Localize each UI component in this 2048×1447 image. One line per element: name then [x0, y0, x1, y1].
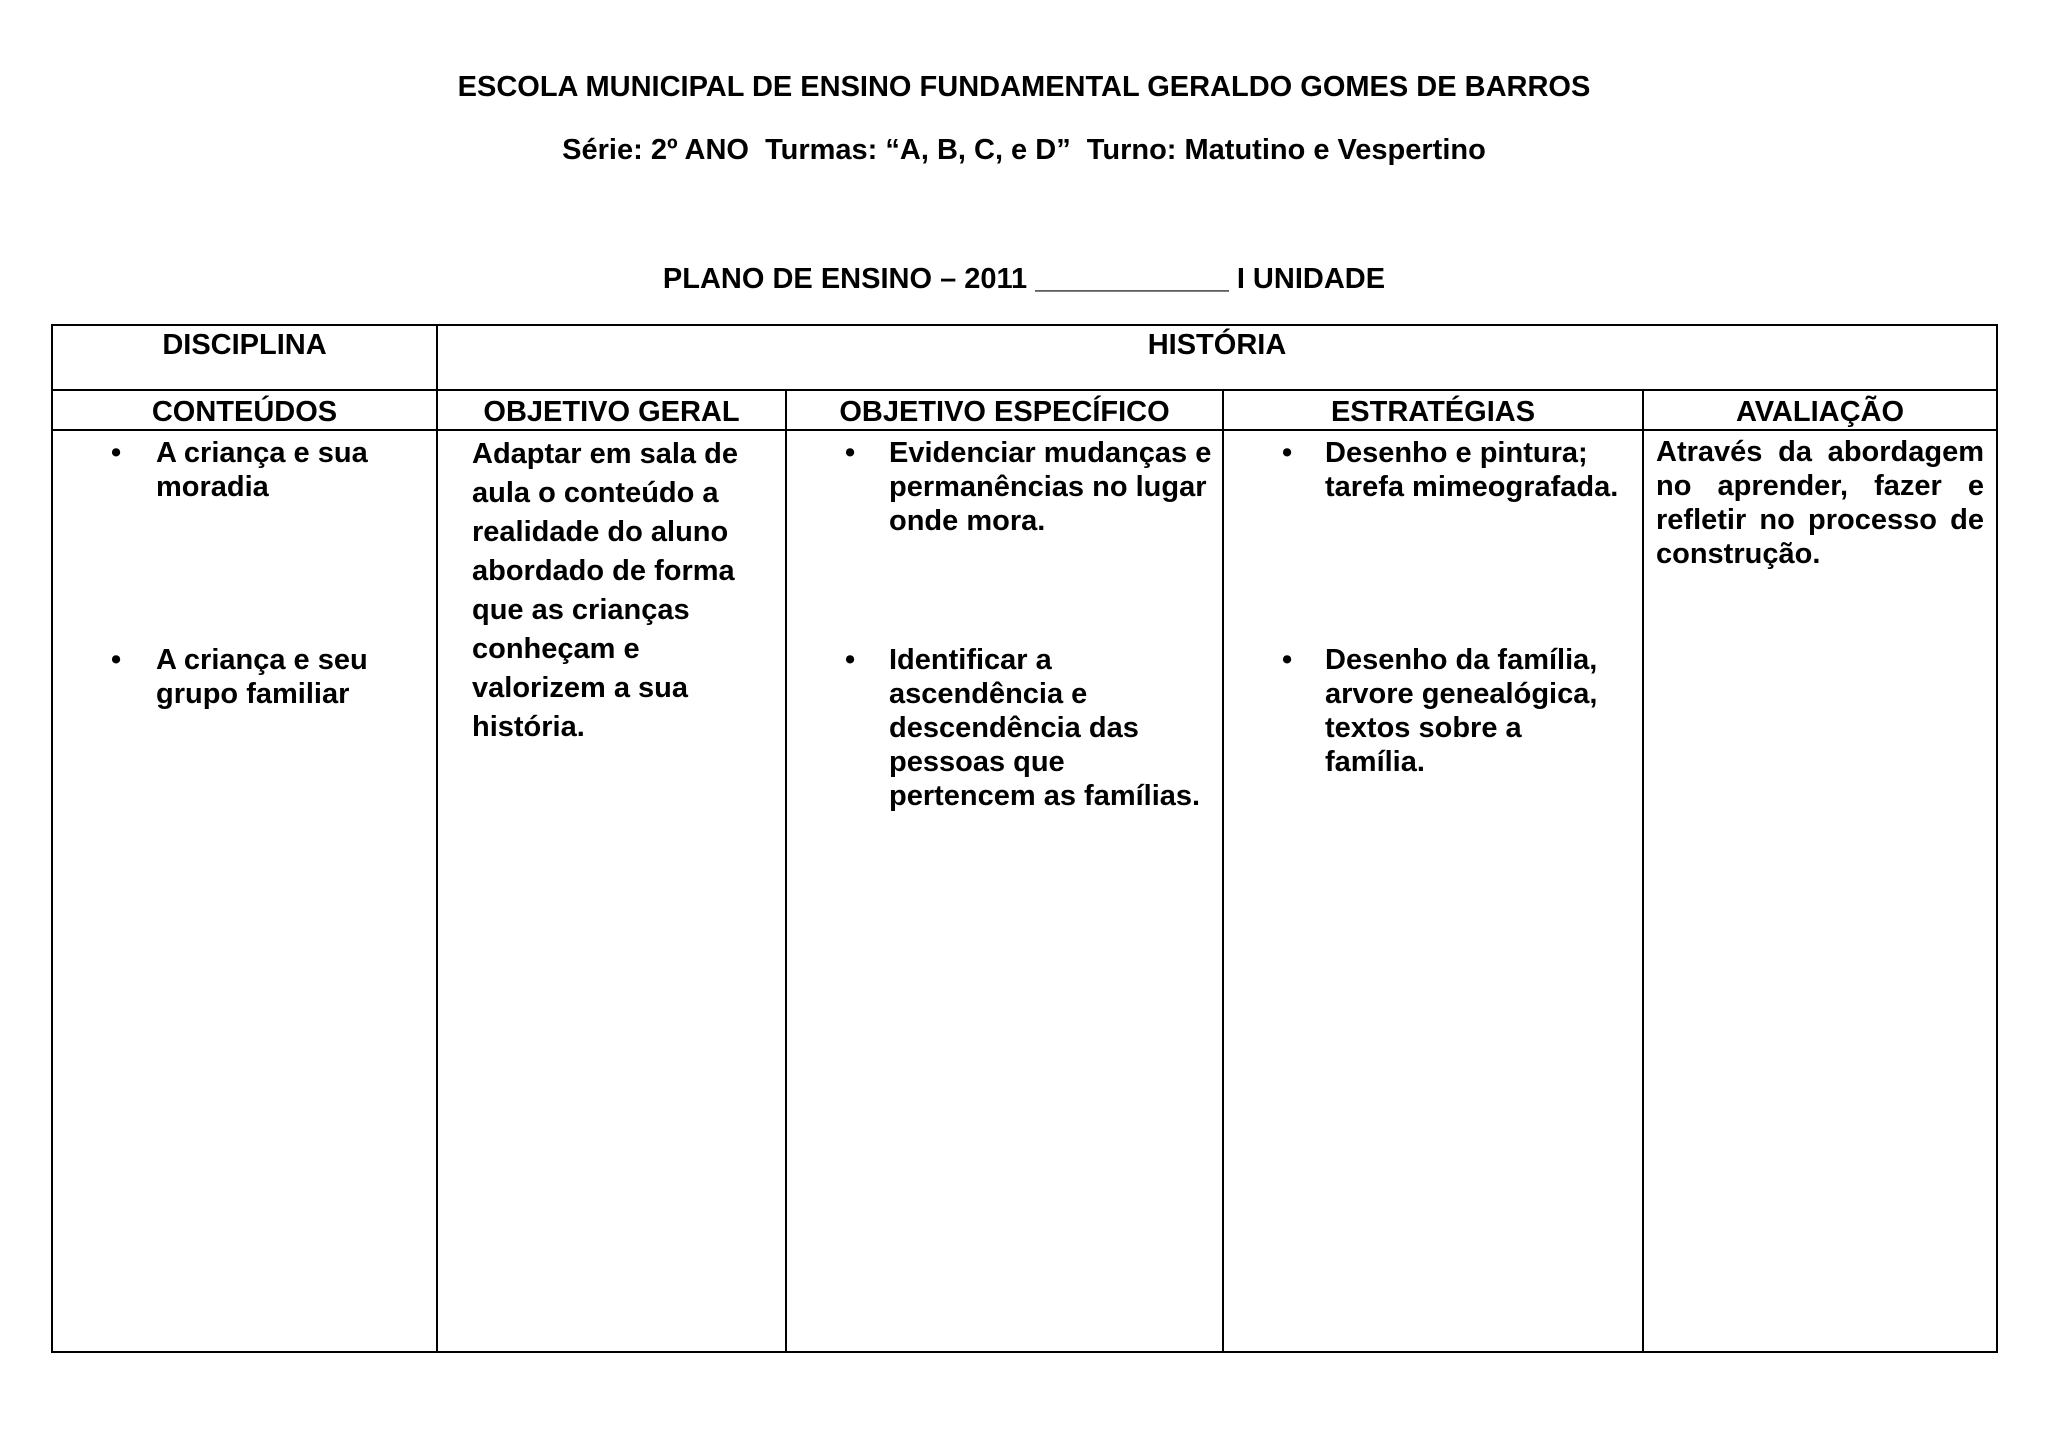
- conteudo-item: • A criança e sua moradia: [53, 436, 376, 504]
- plan-title: PLANO DE ENSINO – 2011 ____________ I UNIDADE: [662, 263, 1386, 295]
- estrategia-item: • Desenho da família, arvore genealógica, textos sobre a família.: [1224, 643, 1612, 779]
- column-header-avaliacao: AVALIAÇÃO: [1643, 390, 1997, 430]
- estrategias-cell: [1223, 430, 1643, 1352]
- conteudo-item: • A criança e seu grupo familiar: [53, 643, 376, 711]
- avaliacao-cell: [1643, 430, 1997, 1352]
- column-header-objetivo-especifico: OBJETIVO ESPECÍFICO: [786, 390, 1223, 430]
- objetivo-especifico-item: • Identificar a ascendência e descendência das pessoas que pertencem as famílias.: [787, 643, 1218, 813]
- objetivo-especifico-cell: [786, 430, 1223, 1352]
- avaliacao-text: Através da abordagem no aprender, fazer e refletir no processo de construção.: [1656, 436, 1984, 570]
- discipline-label: DISCIPLINA: [52, 325, 437, 390]
- estrategia-item: • Desenho e pintura; tarefa mimeografada.: [1224, 436, 1638, 504]
- discipline-value: HISTÓRIA: [437, 325, 1997, 390]
- column-header-estrategias: ESTRATÉGIAS: [1223, 390, 1643, 430]
- teaching-plan-table: [51, 324, 1998, 1353]
- content-row: [52, 430, 1997, 1352]
- column-header-conteudos: CONTEÚDOS: [52, 390, 437, 430]
- conteudos-cell: [52, 430, 437, 1352]
- discipline-row: [52, 325, 1997, 390]
- class-info: Série: 2º ANO Turmas: “A, B, C, e D” Turno: Matutino e Vespertino: [562, 134, 1486, 166]
- objetivo-especifico-item: • Evidenciar mudanças e permanências no lugar onde mora.: [787, 436, 1212, 538]
- column-header-row: [52, 390, 1997, 430]
- objetivo-geral-text: Adaptar em sala de aula o conteúdo a realidade do aluno abordado de forma que as crianças conheçam e valorizem a sua história.: [472, 438, 738, 743]
- column-header-objetivo-geral: OBJETIVO GERAL: [437, 390, 786, 430]
- school-name: ESCOLA MUNICIPAL DE ENSINO FUNDAMENTAL GERALDO GOMES DE BARROS: [457, 71, 1591, 103]
- objetivo-geral-cell: [437, 430, 786, 1352]
